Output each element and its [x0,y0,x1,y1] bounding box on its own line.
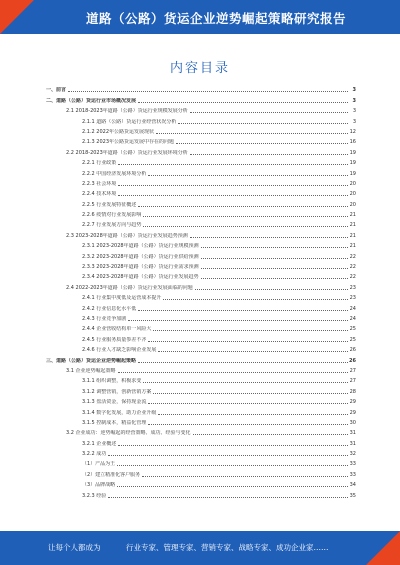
toc-entry-title: 2.4.4 企业营收结构单一风险大 [82,326,152,333]
toc-leader-dots [68,91,348,92]
toc-entry[interactable] [46,301,356,311]
toc-entry-page: 21 [349,243,356,250]
toc-entry[interactable] [46,166,356,176]
toc-entry-page: 26 [349,357,356,364]
toc-leader-dots [142,476,348,477]
toc-entry-title: 2.4.3 行业竞争加剧 [82,315,127,322]
toc-entry[interactable] [46,104,356,114]
toc-entry-title: 3.1.2 调整营销，创新营销方案 [82,388,152,395]
toc-leader-dots [118,195,348,196]
toc-leader-dots [190,112,348,113]
toc-leader-dots [143,216,348,217]
toc-entry-title: 2.2.4 技术环境 [82,191,117,198]
toc-entry-title: 2.4 2022-2023年道路（公路）货运行业发展面临的问题 [66,284,193,291]
toc-entry-page: 20 [349,180,356,187]
toc-entry[interactable] [46,114,356,124]
toc-entry[interactable] [46,384,356,394]
toc-entry-page: 21 [349,222,356,229]
toc-entry[interactable] [46,343,356,353]
toc-entry[interactable] [46,125,356,135]
toc-entry-page: 27 [349,378,356,385]
toc-leader-dots [201,278,348,279]
toc-entry[interactable] [46,467,356,477]
toc-entry-title: 2.1.3 2023年公路货运发展中存在的问题 [82,139,175,146]
toc-entry[interactable] [46,416,356,426]
footer-expert-list: 行业专家、管理专家、营销专家、战略专家、成功企业家…… [126,543,329,552]
header-accent-triangle [0,0,34,34]
toc-entry-page: 21 [349,212,356,219]
toc-leader-dots [158,414,348,415]
toc-leader-dots [201,268,348,269]
toc-entry[interactable] [46,322,356,332]
toc-entry-title: 3.2.3 经验 [82,492,107,499]
toc-entry[interactable] [46,291,356,301]
toc-entry[interactable] [46,405,356,415]
toc-leader-dots [153,330,348,331]
toc-leader-dots [178,123,348,124]
toc-leader-dots [143,382,348,383]
toc-leader-dots [118,372,348,373]
toc-entry[interactable] [46,332,356,342]
toc-entry-page: 26 [349,347,356,354]
toc-entry-page: 29 [349,409,356,416]
toc-entry-title: 一、前言 [46,87,67,94]
toc-entry-title: 三、道路（公路）货运企业逆势崛起策略 [46,357,137,364]
toc-entry[interactable] [46,249,356,259]
toc-entry-page: 27 [349,367,356,374]
toc-entry-title: 2.2.1 行业政策 [82,160,117,167]
toc-entry-title: 2.2.2 中国经济发展环境分析 [82,170,147,177]
toc-entry-page: 25 [349,336,356,343]
toc-entry-page: 28 [349,388,356,395]
toc-entry[interactable] [46,228,356,238]
header-banner [0,0,400,34]
toc-leader-dots [128,320,348,321]
toc-entry-page: 20 [349,201,356,208]
toc-entry-page: 3 [352,108,356,115]
toc-leader-dots [118,445,348,446]
toc-entry-page: 22 [349,274,356,281]
toc-entry-page: 22 [349,264,356,271]
toc-entry[interactable] [46,447,356,457]
toc-leader-dots [193,434,348,435]
toc-entry[interactable] [46,208,356,218]
toc-entry[interactable] [46,260,356,270]
toc-entry[interactable] [46,426,356,436]
toc-entry-title: 2.4.2 行业信息化水平低 [82,305,137,312]
toc-leader-dots [190,237,348,238]
toc-entry[interactable] [46,436,356,446]
toc-entry-page: 31 [349,440,356,447]
toc-entry-title: 2.1 2018-2023年道路（公路）货运行业规模发展分析 [66,108,188,115]
toc-entry-title: 3.2.2 成功 [82,451,107,458]
toc-entry[interactable] [46,239,356,249]
toc-entry[interactable] [46,177,356,187]
toc-entry-title: 3.1.1 组织调整，积极求变 [82,378,142,385]
toc-entry-title: 2.2.7 行业发展方向与趋势 [82,222,142,229]
toc-entry[interactable] [46,374,356,384]
toc-entry[interactable] [46,156,356,166]
toc-entry-title: 3.1 企业逆势崛起策略 [66,367,116,374]
toc-entry[interactable] [46,280,356,290]
toc-entry-title: 2.3.4 2023-2028年道路（公路）货运行业发展趋势 [82,274,199,281]
toc-leader-dots [176,143,348,144]
toc-entry[interactable] [46,145,356,155]
toc-entry-title: 2.2.6 疫情对行业发展影响 [82,212,142,219]
toc-entry[interactable] [46,364,356,374]
toc-entry[interactable] [46,353,356,363]
toc-entry-title: 3.2.1 企业概述 [82,440,117,447]
toc-entry-title: 2.3.3 2023-2028年道路（公路）货运行业需求预测 [82,264,199,271]
toc-entry-title: 3.1.3 盘活资金，保持现金流 [82,399,147,406]
toc-entry-page: 32 [349,451,356,458]
report-title: 道路（公路）货运企业逆势崛起策略研究报告 [85,11,346,26]
toc-leader-dots [117,486,348,487]
toc-entry[interactable] [46,83,356,93]
toc-entry[interactable] [46,218,356,228]
toc-entry-page: 12 [349,128,356,135]
toc-entry-title: 2.3 2023-2028年道路（公路）货运行业发展趋势预测 [66,232,188,239]
toc-entry[interactable] [46,478,356,488]
toc-entry-title: 2.1.1 道路（公路）货运行业经营状况分析 [82,118,177,125]
toc-entry-title: 二、道路（公路）货运行业市场概况发展 [46,97,137,104]
toc-entry-page: 35 [349,492,356,499]
toc-entry[interactable] [46,395,356,405]
footer-accent-triangle [366,531,400,565]
toc-entry[interactable] [46,488,356,498]
toc-entry-title: 2.3.1 2023-2028年道路（公路）货运行业规模预测 [82,243,199,250]
toc-entry-page: 24 [349,305,356,312]
toc-leader-dots [148,175,348,176]
toc-entry-page: 3 [352,87,356,94]
toc-entry[interactable] [46,312,356,322]
toc-entry[interactable] [46,270,356,280]
toc-leader-dots [108,455,348,456]
toc-entry-title: 3.1.4 数字化发展，助力企业升级 [82,409,157,416]
toc-leader-dots [195,289,348,290]
toc-heading: 内容目录 [169,61,230,76]
toc-entry-page: 31 [349,430,356,437]
toc-entry-title: （3）品牌战略 [82,482,116,489]
toc-leader-dots [143,226,348,227]
toc-entry[interactable] [46,93,356,103]
toc-leader-dots [138,310,348,311]
toc-leader-dots [153,393,348,394]
footer-banner [0,531,400,565]
toc-entry[interactable] [46,457,356,467]
toc-leader-dots [158,351,348,352]
toc-entry-page: 34 [349,482,356,489]
toc-leader-dots [108,497,348,498]
toc-entry-page: 19 [349,170,356,177]
toc-leader-dots [138,206,348,207]
toc-leader-dots [148,424,348,425]
toc-entry-title: 3.2 企业成功：逆势崛起的经营策略、成功、经验与变化 [66,430,191,437]
toc-entry-page: 19 [349,160,356,167]
toc-entry-page: 33 [349,471,356,478]
toc-leader-dots [138,362,348,363]
toc-leader-dots [201,258,348,259]
toc-entry-page: 3 [352,118,356,125]
toc-entry-title: 2.1.2 2022年公路货运发展现状 [82,128,155,135]
toc-leader-dots [156,133,348,134]
toc-entry-title: （1）产品为王 [82,461,116,468]
toc-entry-page: 21 [349,232,356,239]
toc-leader-dots [190,154,348,155]
toc-entry-title: 2.4.1 行业集中度低及运营成本提升 [82,295,162,302]
table-of-contents [46,83,356,499]
toc-entry-page: 33 [349,461,356,468]
toc-entry-title: （2）建立精准化客户服务 [82,471,141,478]
toc-leader-dots [118,164,348,165]
toc-entry-title: 2.4.5 行业服务质量参差不齐 [82,336,147,343]
toc-leader-dots [138,102,348,103]
toc-leader-dots [118,185,348,186]
toc-entry-title: 3.1.5 控制成本，精益化管理 [82,419,147,426]
toc-entry-page: 30 [349,419,356,426]
toc-leader-dots [148,341,348,342]
toc-entry-title: 2.2.5 行业发展特征概述 [82,201,137,208]
toc-leader-dots [163,299,348,300]
toc-leader-dots [148,403,348,404]
toc-entry-page: 29 [349,399,356,406]
toc-entry-title: 2.3.2 2023-2028年道路（公路）货运行业供给预测 [82,253,199,260]
toc-entry-title: 2.2.3 社会环境 [82,180,117,187]
toc-entry[interactable] [46,135,356,145]
toc-entry[interactable] [46,187,356,197]
toc-entry[interactable] [46,197,356,207]
toc-leader-dots [117,465,348,466]
toc-entry-page: 25 [349,326,356,333]
toc-entry-page: 22 [349,253,356,260]
footer-slogan: 让每个人都成为 [48,543,101,552]
toc-entry-page: 3 [352,97,356,104]
toc-entry-title: 2.2 2018-2023年道路（公路）货运行业发展环境分析 [66,149,188,156]
toc-entry-page: 24 [349,315,356,322]
toc-leader-dots [201,247,348,248]
toc-entry-page: 23 [349,295,356,302]
toc-entry-page: 16 [349,139,356,146]
toc-entry-title: 2.4.6 行业人才缺乏影响企业发展 [82,347,157,354]
toc-entry-page: 20 [349,191,356,198]
toc-entry-page: 23 [349,284,356,291]
toc-entry-page: 19 [349,149,356,156]
